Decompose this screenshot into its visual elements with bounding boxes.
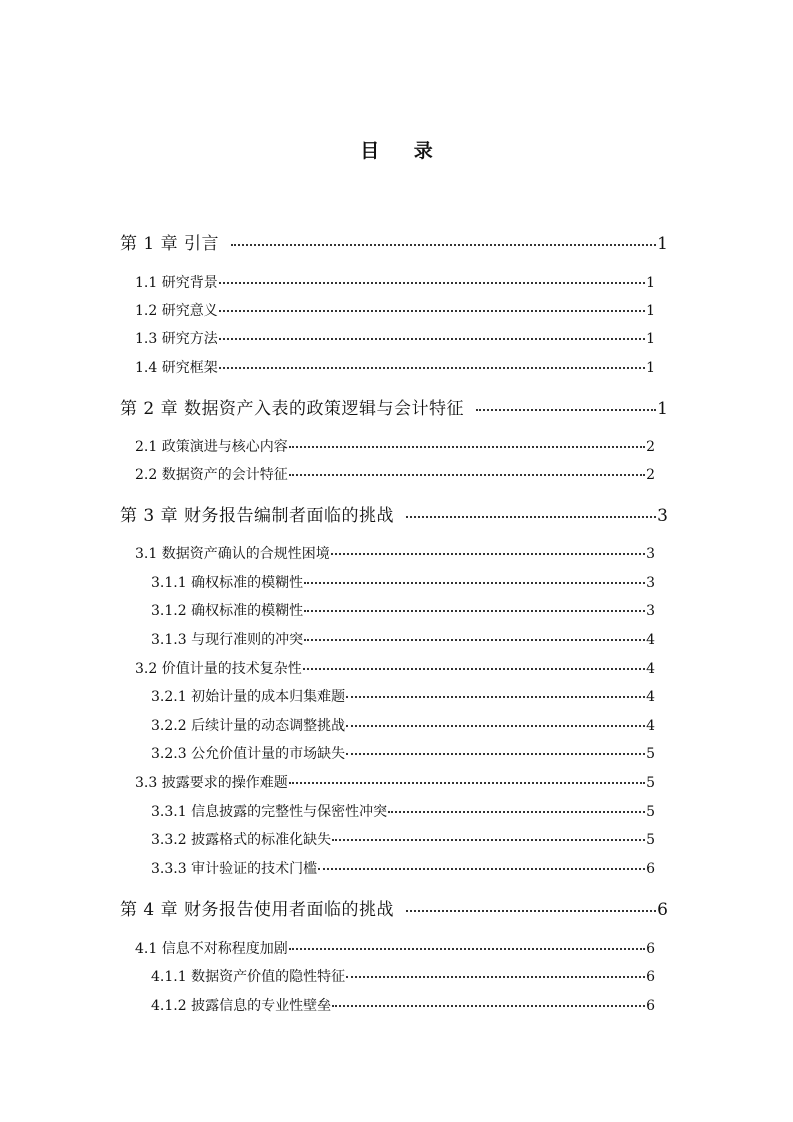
toc-entry-label: 3.1 数据资产确认的合规性困境 — [135, 546, 330, 562]
dot-leader — [219, 367, 645, 369]
toc-entry[interactable] — [135, 662, 655, 676]
dot-leader — [304, 610, 645, 612]
toc-entry[interactable] — [151, 576, 655, 590]
toc-entry-page: 1 — [646, 360, 655, 376]
toc-entry-label: 3.2.3 公允价值计量的市场缺失 — [151, 746, 346, 762]
toc-entry-label: 4.1 信息不对称程度加剧 — [135, 941, 288, 957]
dot-leader — [304, 639, 645, 641]
toc-entry-page: 4 — [646, 632, 655, 648]
dot-leader — [332, 1005, 645, 1007]
dot-leader — [346, 696, 645, 698]
toc-entry[interactable] — [151, 633, 655, 647]
toc-entry-page: 5 — [646, 832, 655, 848]
toc-entry[interactable] — [135, 440, 655, 454]
dot-leader — [219, 282, 645, 284]
toc-entry-label: 2.2 数据资产的会计特征 — [135, 467, 288, 483]
toc-entry[interactable] — [151, 604, 655, 618]
toc-entry[interactable] — [120, 902, 668, 919]
toc-entry[interactable] — [135, 276, 655, 290]
toc-entry[interactable] — [151, 719, 655, 733]
toc-entry-label: 3.3.2 披露格式的标准化缺失 — [151, 832, 332, 848]
toc-entry[interactable] — [135, 776, 655, 790]
toc-entry-label: 1.2 研究意义 — [135, 303, 218, 319]
toc-entry-label: 2.1 政策演进与核心内容 — [135, 439, 288, 455]
dot-leader — [406, 910, 656, 912]
dot-leader — [231, 244, 656, 246]
toc-entry-page: 5 — [646, 775, 655, 791]
dot-leader — [476, 409, 656, 411]
dot-leader — [318, 868, 645, 870]
toc-entry-page: 6 — [657, 900, 668, 920]
dot-leader — [332, 839, 645, 841]
toc-entry-page: 2 — [646, 467, 655, 483]
toc-entry-page: 4 — [646, 689, 655, 705]
toc-entry[interactable] — [151, 999, 655, 1013]
toc-entry[interactable] — [151, 833, 655, 847]
toc-entry[interactable] — [120, 401, 668, 418]
dot-leader — [304, 582, 645, 584]
dot-leader — [289, 446, 645, 448]
toc-entry[interactable] — [120, 236, 668, 253]
toc-title: 目 录 — [360, 140, 447, 162]
toc-entry[interactable] — [135, 361, 655, 375]
toc-entry-page: 6 — [646, 998, 655, 1014]
toc-entry-label: 3.2.2 后续计量的动态调整挑战 — [151, 718, 346, 734]
toc-entry-page: 1 — [646, 275, 655, 291]
dot-leader — [346, 725, 645, 727]
toc-entry-label: 第 3 章 财务报告编制者面临的挑战 — [120, 506, 395, 526]
toc-entry-page: 5 — [646, 746, 655, 762]
dot-leader — [289, 474, 645, 476]
toc-entry-label: 3.3.1 信息披露的完整性与保密性冲突 — [151, 804, 388, 820]
toc-entry-label: 1.4 研究框架 — [135, 360, 218, 376]
dot-leader — [303, 668, 645, 670]
toc-entry[interactable] — [135, 547, 655, 561]
toc-entry-page: 2 — [646, 439, 655, 455]
toc-entry-label: 1.1 研究背景 — [135, 275, 218, 291]
toc-entry-page: 1 — [657, 234, 668, 254]
toc-entry-label: 第 2 章 数据资产入表的政策逻辑与会计特征 — [120, 399, 465, 419]
toc-entry[interactable] — [151, 690, 655, 704]
toc-entry[interactable] — [120, 508, 668, 525]
toc-entry[interactable] — [135, 332, 655, 346]
toc-entry-label: 3.1.2 确权标准的模糊性 — [151, 603, 304, 619]
toc-entry-page: 5 — [646, 804, 655, 820]
toc-entry-label: 3.3 披露要求的操作难题 — [135, 775, 288, 791]
dot-leader — [289, 948, 645, 950]
dot-leader — [346, 976, 645, 978]
toc-entry[interactable] — [151, 970, 655, 984]
toc-entry[interactable] — [151, 862, 655, 876]
dot-leader — [331, 553, 645, 555]
toc-entry-page: 1 — [646, 331, 655, 347]
toc-entry-label: 3.2 价值计量的技术复杂性 — [135, 661, 302, 677]
dot-leader — [406, 516, 656, 518]
toc-entry-label: 3.1.1 确权标准的模糊性 — [151, 575, 304, 591]
toc-entry-label: 3.1.3 与现行准则的冲突 — [151, 632, 304, 648]
toc-entry-label: 1.3 研究方法 — [135, 331, 218, 347]
dot-leader — [388, 811, 645, 813]
toc-entry-page: 1 — [646, 303, 655, 319]
toc-entry-label: 3.3.3 审计验证的技术门槛 — [151, 861, 318, 877]
dot-leader — [289, 782, 645, 784]
toc-entry-page: 6 — [646, 861, 655, 877]
toc-entry[interactable] — [135, 304, 655, 318]
toc-entry-label: 4.1.2 披露信息的专业性壁垒 — [151, 998, 332, 1014]
toc-entry-page: 1 — [657, 399, 668, 419]
toc-entry[interactable] — [151, 805, 655, 819]
toc-entry-page: 6 — [646, 969, 655, 985]
dot-leader — [346, 753, 645, 755]
toc-entry-page: 3 — [646, 603, 655, 619]
toc-entry-page: 3 — [657, 506, 668, 526]
toc-entry-page: 4 — [646, 718, 655, 734]
toc-entry-label: 4.1.1 数据资产价值的隐性特征 — [151, 969, 346, 985]
toc-entry[interactable] — [135, 468, 655, 482]
toc-entry-label: 3.2.1 初始计量的成本归集难题 — [151, 689, 346, 705]
toc-entry-page: 3 — [646, 546, 655, 562]
toc-entry-page: 6 — [646, 941, 655, 957]
toc-entry-label: 第 4 章 财务报告使用者面临的挑战 — [120, 900, 395, 920]
toc-entry[interactable] — [135, 942, 655, 956]
toc-entry-page: 3 — [646, 575, 655, 591]
toc-entry-page: 4 — [646, 661, 655, 677]
toc-entry[interactable] — [151, 747, 655, 761]
dot-leader — [219, 338, 645, 340]
dot-leader — [219, 310, 645, 312]
toc-entry-label: 第 1 章 引言 — [120, 234, 220, 254]
